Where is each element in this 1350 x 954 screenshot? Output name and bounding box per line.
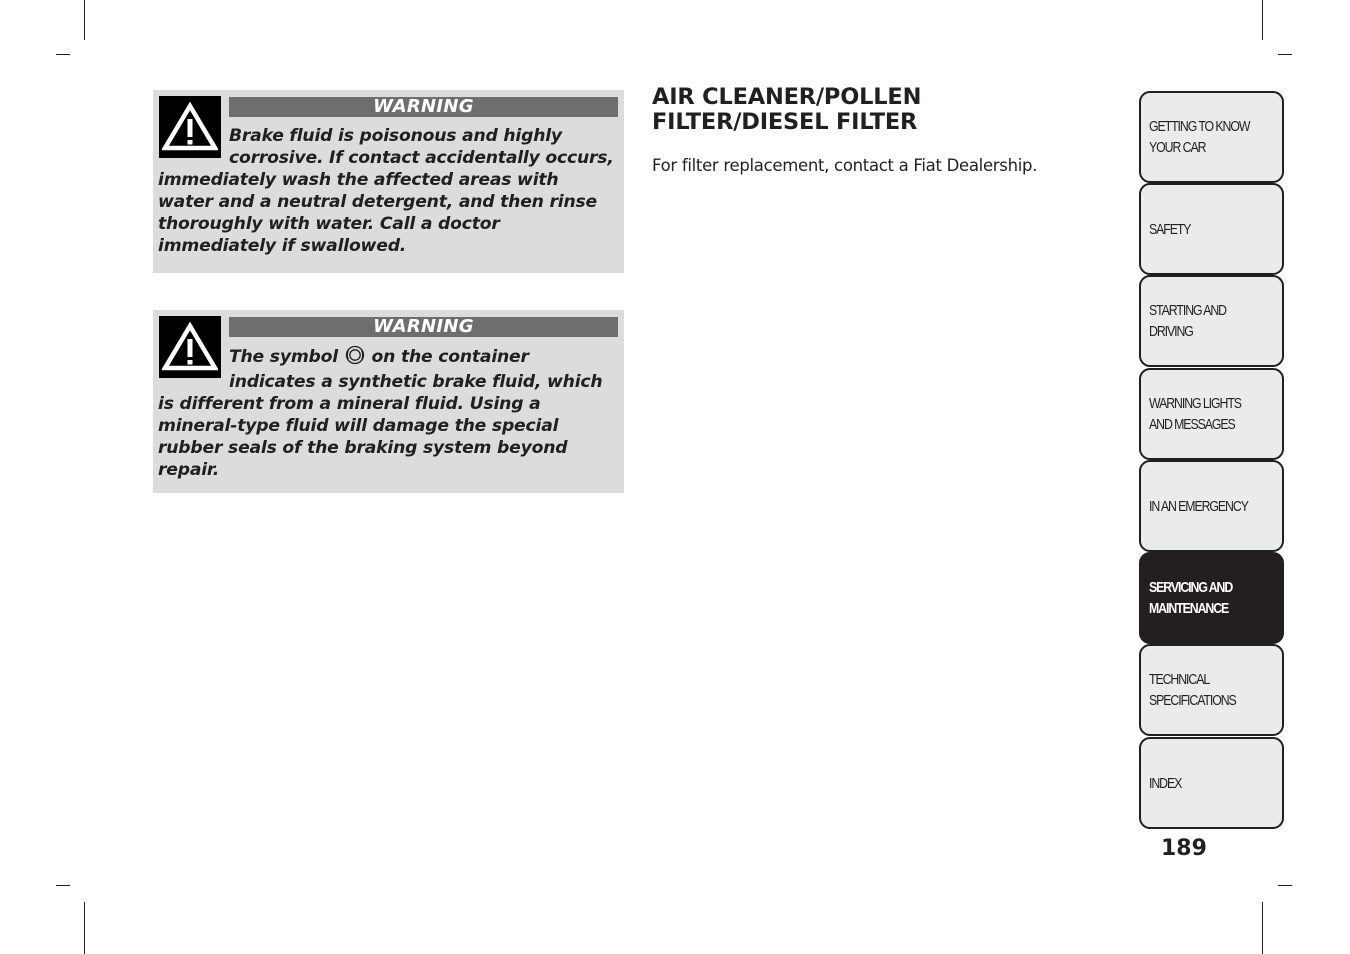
tab-warning-lights-and-messages[interactable]: WARNING LIGHTS AND MESSAGES [1139, 368, 1284, 460]
page-number: 189 [1161, 836, 1207, 861]
crop-mark [1262, 902, 1263, 954]
warning-header: WARNING [229, 317, 618, 337]
crop-mark [84, 902, 85, 954]
crop-mark [1278, 885, 1292, 886]
warning-header: WARNING [229, 97, 618, 117]
tab-index[interactable]: INDEX [1139, 737, 1284, 829]
crop-mark [1262, 0, 1263, 40]
tab-starting-and-driving[interactable]: STARTING AND DRIVING [1139, 275, 1284, 367]
warning-text-before: The symbol [229, 347, 338, 367]
warning-box-synthetic-fluid [153, 310, 624, 493]
crop-mark [56, 885, 70, 886]
tab-technical-specifications[interactable]: TECHNICAL SPECIFICATIONS [1139, 644, 1284, 736]
section-title: AIR CLEANER/POLLEN FILTER/DIESEL FILTER [652, 84, 922, 135]
tab-in-an-emergency[interactable]: IN AN EMERGENCY [1139, 460, 1284, 552]
warning-text [158, 345, 618, 481]
warning-box-poisonous [153, 90, 624, 273]
warning-text-after: on the container indicates a synthetic brake fluid, which is different from a mineral fluid. Using a mineral-type fluid will damage the special rubber seals of the braking system beyond repair. [158, 347, 603, 480]
crop-mark [1278, 54, 1292, 55]
warning-text [158, 125, 618, 257]
section-body: For filter replacement, contact a Fiat Dealership. [652, 156, 1038, 175]
brake-fluid-symbol-icon [345, 345, 365, 371]
crop-mark [56, 54, 70, 55]
tab-servicing-and-maintenance[interactable]: SERVICING AND MAINTENANCE [1139, 552, 1284, 644]
tab-safety[interactable]: SAFETY [1139, 183, 1284, 275]
tab-getting-to-know-your-car[interactable]: GETTING TO KNOW YOUR CAR [1139, 91, 1284, 183]
crop-mark [84, 0, 85, 40]
warning-text-body: Brake fluid is poisonous and highly corrosive. If contact accidentally occurs, immediately wash the affected areas with water and a neutral detergent, and then rinse thoroughly with water. Call a doctor immediately if swallowed. [158, 126, 614, 256]
